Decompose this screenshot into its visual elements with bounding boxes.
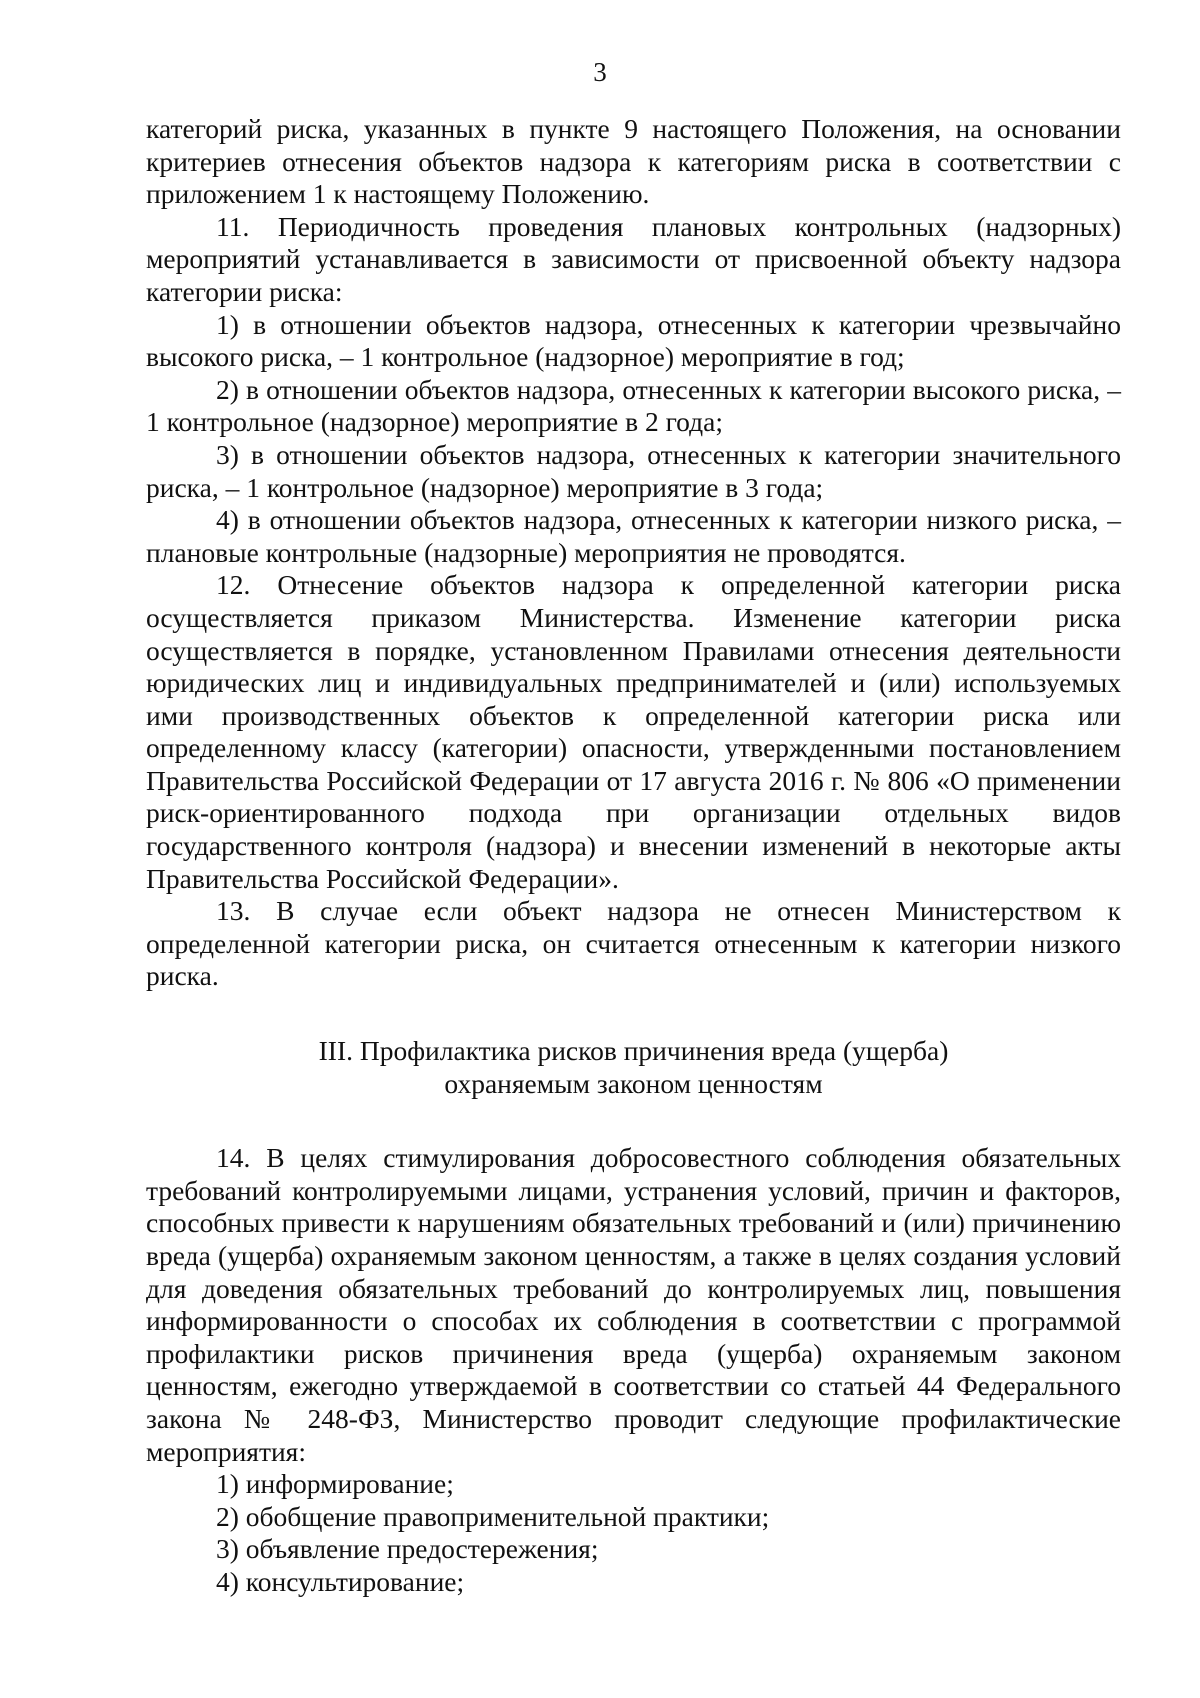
paragraph-10-continuation: категорий риска, указанных в пункте 9 настоящего Положения, на основании критериев отнесения объектов надзора к категориям риска в соответствии с приложением 1 к настоящему Положению. [146, 113, 1121, 210]
paragraph-14: 14. В целях стимулирования добросовестного соблюдения обязательных требований контролируемыми лицами, устранения условий, причин и факторов, способных привести к нарушениям обязательных требований и (или) причинению вреда (ущерба) охраняемым законом ценностям, а также в целях создания условий для доведения обязательных требований до контролируемых лиц, повышения информированности о способах их соблюдения в соответствии с программой профилактики рисков причинения вреда (ущерба) охраняемым законом ценностям, ежегодно утверждаемой в соответствии со статьей 44 Федерального закона № 248-ФЗ, Министерство проводит следующие профилактические мероприятия: [146, 1142, 1121, 1467]
paragraph-12: 12. Отнесение объектов надзора к определенной категории риска осуществляется приказом Министерства. Изменение категории риска осуществляется в порядке, установленном Правилами отнесения деятельности юридических лиц и индивидуальных предпринимателей и (или) используемых ими производственных объектов к определенной категории риска или определенному классу (категории) опасности, утвержденными постановлением Правительства Российской Федерации от 17 августа 2016 г. № 806 «О применении риск-ориентированного подхода при организации отдельных видов государственного контроля (надзора) и внесении изменений в некоторые акты Правительства Российской Федерации». [146, 569, 1121, 894]
list-item: 2) обобщение правоприменительной практики; [216, 1500, 770, 1532]
paragraph-11-item-1: 1) в отношении объектов надзора, отнесенных к категории чрезвычайно высокого риска, – 1 контрольное (надзорное) мероприятие в год; [146, 308, 1121, 373]
section-heading-line-2: охраняемым законом ценностям [444, 1067, 823, 1099]
list-item: 1) информирование; [216, 1468, 454, 1500]
paragraph-11: 11. Периодичность проведения плановых контрольных (надзорных) мероприятий устанавливается в зависимости от присвоенной объекту надзора категории риска: [146, 210, 1121, 307]
list-item: 4) консультирование; [216, 1565, 465, 1597]
list-item: 3) объявление предостережения; [216, 1533, 599, 1565]
paragraph-11-item-2: 2) в отношении объектов надзора, отнесенных к категории высокого риска, – 1 контрольное (надзорное) мероприятие в 2 года; [146, 373, 1121, 438]
paragraph-13: 13. В случае если объект надзора не отнесен Министерством к определенной категории риска, он считается отнесенным к категории низкого риска. [146, 895, 1121, 992]
paragraph-11-item-3: 3) в отношении объектов надзора, отнесенных к категории значительного риска, – 1 контрольное (надзорное) мероприятие в 3 года; [146, 438, 1121, 503]
section-heading [146, 1035, 1121, 1100]
document-body [146, 113, 1121, 1599]
page-number: 3 [593, 57, 607, 87]
paragraph-11-item-4: 4) в отношении объектов надзора, отнесенных к категории низкого риска, – плановые контрольные (надзорные) мероприятия не проводятся. [146, 504, 1121, 568]
section-heading-line-1: III. Профилактика рисков причинения вреда (ущерба) [318, 1035, 949, 1067]
